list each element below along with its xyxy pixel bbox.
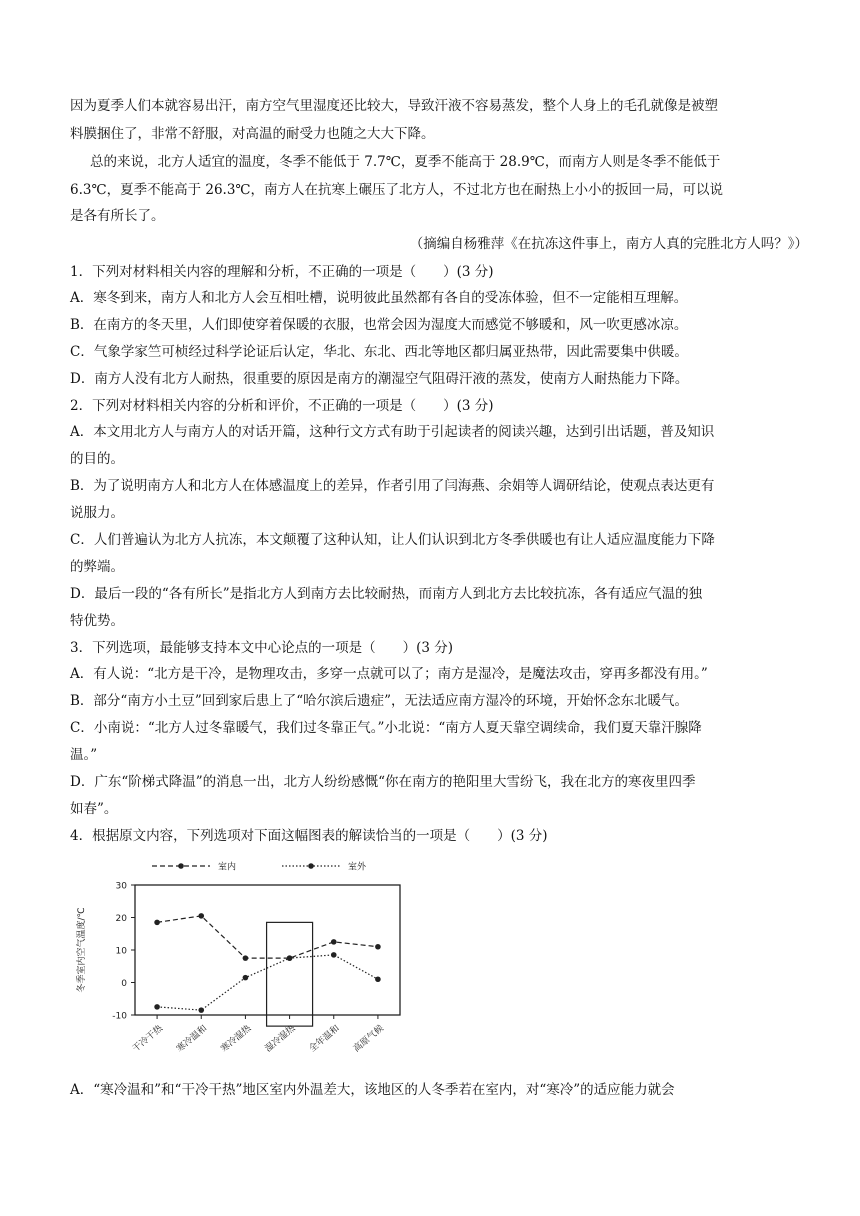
x-tick-label: 湿冷湿热 [263, 1023, 298, 1055]
data-point [375, 976, 381, 982]
y-tick-label: 20 [115, 914, 127, 924]
data-point [198, 1007, 204, 1013]
data-point [154, 920, 160, 926]
data-point [198, 913, 204, 919]
option-c: C．小南说：“北方人过冬靠暖气，我们过冬靠正气。”小北说：“南方人夏天靠空调续命，我们夏天靠汗腺降 [70, 720, 702, 736]
option-c-cont: 温。” [70, 747, 98, 763]
x-tick-label: 寒冷温和 [175, 1023, 210, 1055]
source-citation: （摘编自杨雅萍《在抗冻这件事上，南方人真的完胜北方人吗？》） [409, 236, 808, 252]
option-a: A．有人说：“北方是干冷，是物理攻击，多穿一点就可以了；南方是湿冷，是魔法攻击，穿再多都没有用。” [70, 666, 708, 682]
option-a: A．本文用北方人与南方人的对话开篇，这种行文方式有助于引起读者的阅读兴趣，达到引出话题，普及知识 [70, 424, 715, 440]
y-axis-label: 冬季室内空气温度/℃ [77, 907, 87, 993]
option-c: C．气象学家竺可桢经过科学论证后认定，华北、东北、西北等地区都归属亚热带，因此需要集中供暖。 [70, 344, 688, 360]
option-a-cont: 的目的。 [70, 451, 124, 467]
data-point [331, 952, 337, 958]
x-tick-label: 干冷干热 [130, 1023, 166, 1055]
data-point [287, 955, 293, 961]
option-a: A．寒冬到来，南方人和北方人会互相吐槽，说明彼此虽然都有各自的受冻体验，但不一定能相互理解。 [70, 290, 688, 306]
option-d: D．广东“阶梯式降温”的消息一出，北方人纷纷感慨“你在南方的艳阳里大雪纷飞，我在北方的寒夜里四季 [70, 774, 696, 790]
option-d-cont: 特优势。 [70, 613, 124, 629]
option-d-cont: 如春”。 [70, 801, 118, 817]
y-tick-label: 0 [121, 979, 127, 989]
data-point [154, 1004, 160, 1010]
paragraph-line: 料膜捆住了，非常不舒服，对高温的耐受力也随之大大下降。 [70, 126, 435, 142]
option-c: C．人们普遍认为北方人抗冻，本文颠覆了这种认知，让人们认识到北方冬季供暖也有让人适应温度能力下降 [70, 532, 715, 548]
paragraph-line: 是各有所长了。 [70, 208, 165, 224]
series-line-outdoor [157, 955, 378, 1010]
option-b-cont: 说服力。 [70, 505, 124, 521]
y-tick-label: 10 [115, 946, 127, 957]
paragraph-line: 总的来说，北方人适宜的温度，冬季不能低于 7.7℃，夏季不能高于 28.9℃，而南方人则是冬季不能低于 [90, 154, 721, 170]
option-b: B．部分“南方小土豆”回到家后患上了“哈尔滨后遗症”，无法适应南方湿冷的环境，开始怀念东北暖气。 [70, 693, 689, 709]
data-point [243, 975, 249, 981]
option-a: A．“寒冷温和”和“干冷干热”地区室内外温差大，该地区的人冬季若在室内，对“寒冷”的适应能力就会 [70, 1082, 675, 1098]
legend-marker [178, 863, 184, 869]
paragraph-line: 因为夏季人们本就容易出汗，南方空气里湿度还比较大，导致汗液不容易蒸发，整个人身上的毛孔就像是被塑 [70, 98, 718, 114]
option-b: B．在南方的冬天里，人们即使穿着保暖的衣服，也常会因为湿度大而感觉不够暖和，风一吹更感冰凉。 [70, 317, 688, 333]
option-b: B．为了说明南方人和北方人在体感温度上的差异，作者引用了闫海燕、余娟等人调研结论，使观点表达更有 [70, 478, 715, 494]
question-1: 1．下列对材料相关内容的理解和分析，不正确的一项是（ ）(3 分) [70, 264, 494, 280]
legend-marker [308, 863, 314, 869]
y-tick-label: 30 [115, 881, 127, 892]
option-c-cont: 的弊端。 [70, 559, 124, 575]
legend-label: 室内 [218, 862, 237, 873]
question-4: 4．根据原文内容，下列选项对下面这幅图表的解读恰当的一项是（ ）(3 分) [70, 828, 548, 844]
question-3: 3．下列选项，最能够支持本文中心论点的一项是（ ）(3 分) [70, 640, 454, 656]
y-tick-label: -10 [112, 1011, 127, 1022]
x-tick-label: 寒冷湿热 [219, 1023, 254, 1055]
paragraph-line: 6.3℃，夏季不能高于 26.3℃，南方人在抗寒上碾压了北方人，不过北方也在耐热上小小的扳回一局，可以说 [70, 182, 724, 198]
plot-frame [135, 885, 400, 1015]
option-d: D．最后一段的“各有所长”是指北方人到南方去比较耐热，而南方人到北方去比较抗冻，各有适应气温的独 [70, 586, 703, 602]
data-point [375, 944, 381, 950]
data-point [331, 939, 337, 945]
legend-label: 室外 [348, 862, 367, 873]
question-2: 2．下列对材料相关内容的分析和评价，不正确的一项是（ ）(3 分) [70, 398, 494, 414]
x-tick-label: 高原气候 [351, 1023, 386, 1055]
data-point [243, 955, 249, 961]
x-tick-label: 全年温和 [307, 1023, 342, 1055]
temperature-chart [70, 852, 410, 1082]
highlight-box [267, 922, 313, 1026]
option-d: D．南方人没有北方人耐热，很重要的原因是南方的潮湿空气阻碍汗液的蒸发，使南方人耐热能力下降。 [70, 371, 689, 387]
